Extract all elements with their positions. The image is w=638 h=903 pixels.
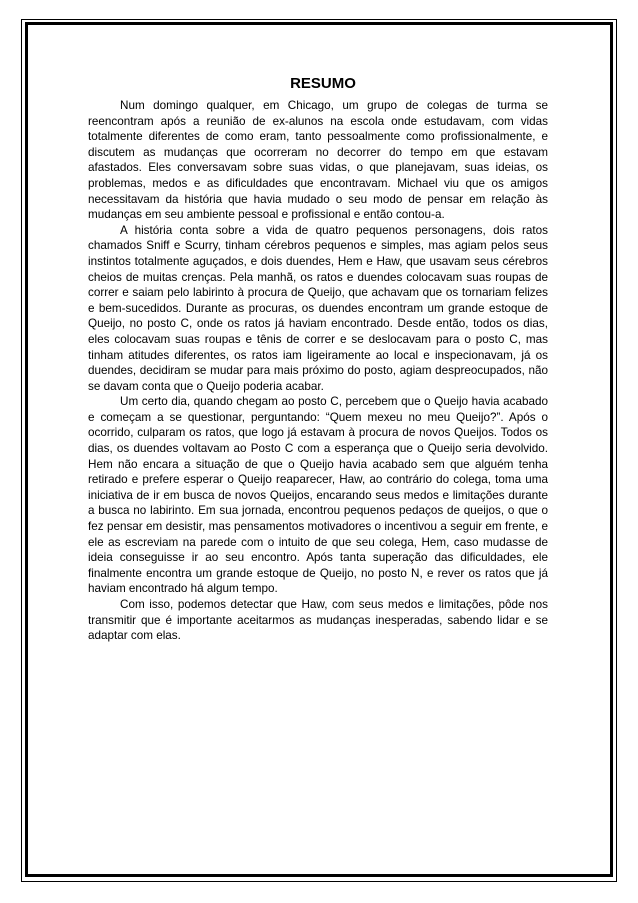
paragraph-4: Com isso, podemos detectar que Haw, com seus medos e limitações, pôde nos transmitir que é importante aceitarmos as mudanças inesperadas, sabendo lidar e se adaptar com elas. [88, 598, 548, 643]
document-title: RESUMO [290, 75, 356, 92]
paragraph-1: Num domingo qualquer, em Chicago, um grupo de colegas de turma se reencontram após a reunião de ex-alunos na escola onde estudavam, com vidas totalmente diferentes de como eram, tanto pessoalmente como profissionalmente, e discutem as mudanças que ocorreram no decorrer do tempo em que estavam afastados. Eles conversavam sobre suas vidas, o que planejavam, suas ideias, os problemas, medos e as dificuldades que encontravam. Michael viu que os amigos necessitavam da história que havia mudado o seu modo de pensar em relação às mudanças em seu ambiente pessoal e profissional e então contou-a. [88, 99, 548, 222]
document-body [88, 75, 548, 644]
paragraph-3: Um certo dia, quando chegam ao posto C, percebem que o Queijo havia acabado e começam a se questionar, perguntando: “Quem mexeu no meu Queijo?”. Após o ocorrido, culparam os ratos, que logo já estavam à procura de novos Queijos. Todos os dias, os duendes voltavam ao Posto C com a esperança que o Queijo seria devolvido. Hem não encara a situação de que o Queijo havia acabado sem que alguém tenha retirado e prefere esperar o Queijo reaparecer, Haw, ao contrário do colega, toma uma iniciativa de ir em busca de novos Queijos, encarando seus medos e limitações durante a busca no labirinto. Em sua jornada, encontrou pequenos pedaços de queijos, o que o fez pensar em desistir, mas pensamentos motivadores o incentivou a seguir em frente, e ele as escreviam na parede com o intuito de que seu colega, Hem, caso mudasse de ideia conseguisse ir ao seu encontro. Após tanta superação das dificuldades, ele finalmente encontra um grande estoque de Queijo, no posto N, e rever os ratos que já haviam encontrado há algum tempo. [88, 395, 548, 596]
paragraph-2: A história conta sobre a vida de quatro pequenos personagens, dois ratos chamados Sniff e Scurry, tinham cérebros pequenos e simples, mas agiam pelos seus instintos totalmente aguçados, e dois duendes, Hem e Haw, que usavam seus cérebros cheios de muitas crenças. Pela manhã, os ratos e duendes colocavam suas roupas de correr e saiam pelo labirinto à procura de Queijo, que achavam que os tornariam felizes e bem-sucedidos. Durante as procuras, os duendes encontram um grande estoque de Queijo, no posto C, onde os ratos já haviam encontrado. Desde então, todos os dias, eles colocavam suas roupas e tênis de correr e se deslocavam para o posto C, mas tinham atitudes diferentes, os ratos iam ligeiramente ao local e inspecionavam, já os duendes, decidiram se mudar para mais próximo do posto, agiam despreocupados, não se davam conta que o Queijo poderia acabar. [88, 223, 548, 393]
